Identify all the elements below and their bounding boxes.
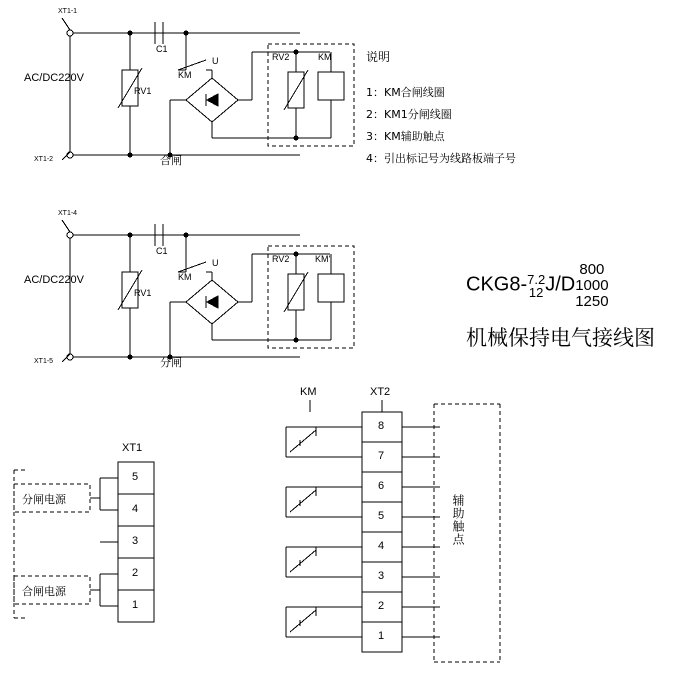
label-u-top: U	[212, 56, 219, 66]
legend-item-1: 1：KM合闸线圈	[366, 86, 445, 99]
label-supply-bottom: AC/DC220V	[24, 274, 84, 286]
xt2-side-label: 辅助触点	[451, 494, 465, 546]
xt1-group-close-power: 合闸电源	[22, 585, 66, 598]
title-model-line	[466, 262, 609, 311]
xt1-num-2: 2	[132, 567, 139, 579]
xt1-group-open-power: 分闸电源	[22, 493, 66, 506]
caption-open: 分闸	[160, 356, 182, 369]
caption-close: 合闸	[160, 154, 182, 167]
xt2-num-2: 2	[378, 600, 385, 612]
label-km-coil-top: KM	[318, 52, 332, 62]
label-rv1-bottom: RV1	[134, 288, 152, 298]
label-xt1-1: XT1-1	[58, 8, 78, 15]
label-xt1-5: XT1-5	[34, 358, 54, 365]
legend-item-4: 4：引出标记号为线路板端子号	[366, 152, 516, 165]
xt2-num-5: 5	[378, 510, 385, 522]
label-km-contact-bottom: KM	[178, 272, 192, 282]
label-km-coil-bottom: KM'	[315, 254, 331, 264]
xt1-title: XT1	[122, 442, 143, 454]
legend-item-3: 3：KM辅助触点	[366, 130, 445, 143]
xt2-num-8: 8	[378, 420, 385, 432]
label-supply-top: AC/DC220V	[24, 72, 84, 84]
xt2-km-label: KM	[300, 386, 317, 398]
title-main: 机械保持电气接线图	[466, 326, 655, 350]
xt2-title: XT2	[370, 386, 391, 398]
title-rating-1250: 1250	[575, 293, 609, 311]
title-model-prefix: CKG8-	[466, 273, 528, 296]
xt2-num-1: 1	[378, 630, 385, 642]
title-fraction-top: 7.2	[527, 271, 546, 287]
xt1-num-5: 5	[132, 471, 139, 483]
title-rating-1000: 1000	[575, 277, 609, 295]
label-rv2-bottom: RV2	[272, 254, 290, 264]
label-xt1-2: XT1-2	[34, 156, 54, 163]
xt2-num-3: 3	[378, 570, 385, 582]
label-rv1-top: RV1	[134, 86, 152, 96]
xt1-num-4: 4	[132, 503, 139, 515]
title-rating-800: 800	[579, 261, 605, 278]
label-rv2-top: RV2	[272, 52, 290, 62]
title-mid: J/D	[545, 273, 576, 296]
label-xt1-4: XT1-4	[58, 210, 78, 217]
label-c1-bottom: C1	[156, 246, 168, 256]
legend-title: 说明	[366, 50, 391, 64]
xt2-num-7: 7	[378, 450, 385, 462]
xt1-num-1: 1	[132, 599, 139, 611]
label-km-contact-top: KM	[178, 70, 192, 80]
xt1-num-3: 3	[132, 535, 139, 547]
label-u-bottom: U	[212, 258, 219, 268]
xt2-num-6: 6	[378, 480, 385, 492]
title-fraction	[527, 273, 545, 300]
xt2-num-4: 4	[378, 540, 385, 552]
label-c1-top: C1	[156, 44, 168, 54]
title-rating-stack	[575, 262, 608, 311]
title-fraction-bottom: 12	[528, 285, 544, 301]
legend-item-2: 2：KM1分闸线圈	[366, 108, 452, 121]
